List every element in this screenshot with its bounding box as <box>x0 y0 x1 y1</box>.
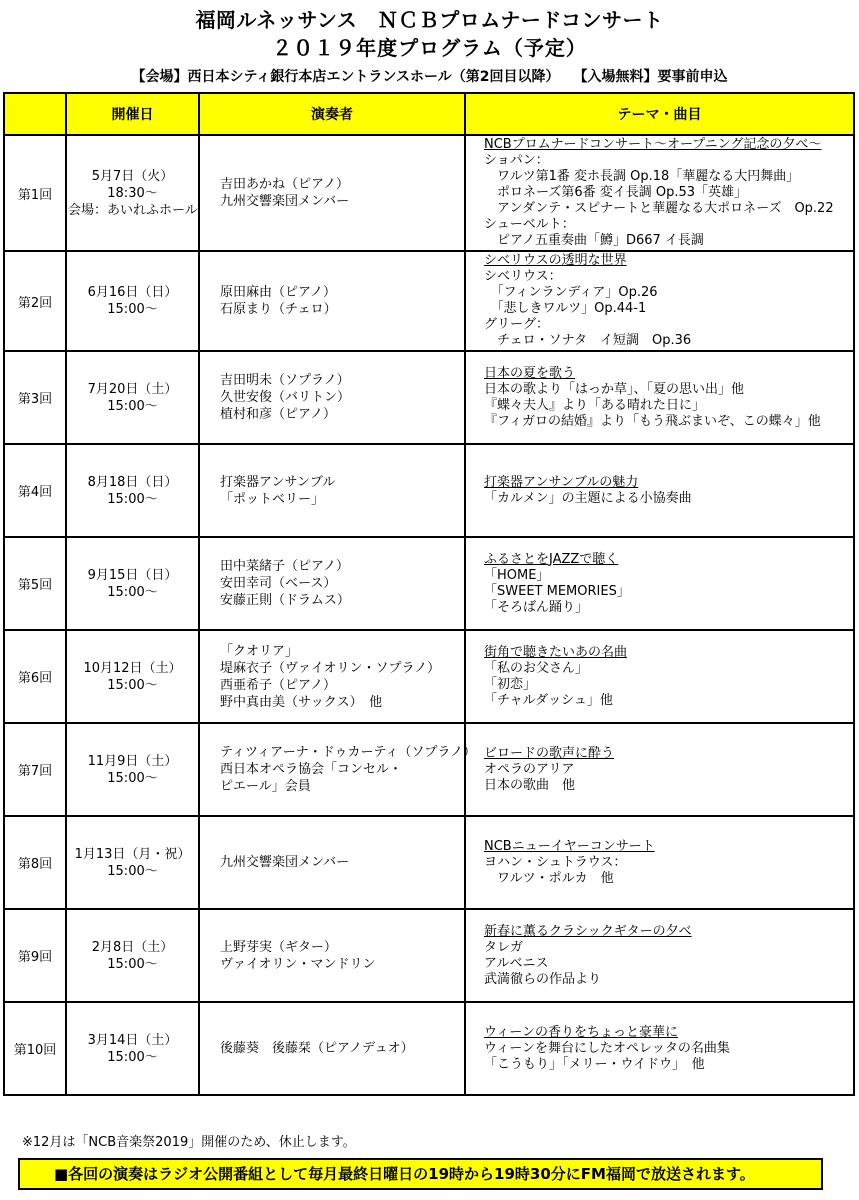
concert-number: 第9回 <box>4 909 66 1002</box>
theme-program <box>465 1002 854 1095</box>
date-line: 7月20日（土） <box>87 381 178 397</box>
date-line: 18:30～ <box>107 185 158 201</box>
theme-title: ビロードの歌声に酔う <box>484 745 615 761</box>
concert-number: 第1回 <box>4 135 66 251</box>
concert-date <box>66 351 199 444</box>
program-line: 「そろばん踊り」 <box>484 599 589 615</box>
header-cell-no <box>4 93 66 135</box>
date-line: 1月13日（月・祝） <box>74 846 191 862</box>
table-row <box>4 351 854 444</box>
table-row <box>4 1002 854 1095</box>
concert-date <box>66 537 199 630</box>
performer-line: 安藤正則（ドラムス） <box>220 593 350 608</box>
program-line: 「こうもり」「メリー・ウイドウ」 他 <box>484 1056 705 1072</box>
performer-line: 石原まり（チェロ） <box>220 302 337 317</box>
performers <box>199 909 465 1002</box>
theme-program <box>465 351 854 444</box>
program-line: 武満徹らの作品より <box>484 971 602 987</box>
theme-title: NCBニューイヤーコンサート <box>484 838 655 854</box>
concert-date <box>66 816 199 909</box>
performer-line: 後藤葵 後藤栞（ピアノデュオ） <box>220 1041 414 1056</box>
performers <box>199 630 465 723</box>
table-row <box>4 630 854 723</box>
performer-line: 吉田あかね（ピアノ） <box>220 177 349 192</box>
table-row <box>4 909 854 1002</box>
performers <box>199 1002 465 1095</box>
concert-number: 第7回 <box>4 723 66 816</box>
program-line: ワルツ第1番 変ホ長調 Op.18「華麗なる大円舞曲」 <box>484 169 800 184</box>
date-line: 15:00～ <box>107 1049 158 1065</box>
performer-line: 堤麻衣子（ヴァイオリン・ソプラノ） <box>220 660 441 676</box>
concert-number: 第10回 <box>4 1002 66 1095</box>
program-line: ウィーンを舞台にしたオペレッタの名曲集 <box>484 1040 730 1056</box>
theme-program <box>465 909 854 1002</box>
theme-title: 街角で聴きたいあの名曲 <box>484 644 628 660</box>
performers <box>199 537 465 630</box>
page-title: 福岡ルネッサンス ＮＣＢプロムナードコンサート <box>195 8 664 32</box>
program-line: 「私のお父さん」 <box>484 660 589 676</box>
concert-number: 第3回 <box>4 351 66 444</box>
concert-number: 第6回 <box>4 630 66 723</box>
header-cell-date: 開催日 <box>66 93 199 135</box>
program-line: 「初恋」 <box>484 676 537 692</box>
performer-line: 打楽器アンサンブル <box>220 474 336 490</box>
date-line: 15:00～ <box>107 863 158 879</box>
program-line: 「HOME」 <box>484 567 550 583</box>
program-line: グリーグ： <box>484 317 550 332</box>
program-line: 「フィンランディア」Op.26 <box>484 285 658 300</box>
broadcast-banner: ■各回の演奏はラジオ公開番組として毎月最終日曜日の19時から19時30分にFM福岡で放送されます。 <box>18 1158 823 1190</box>
date-line: 15:00～ <box>107 584 158 600</box>
program-table <box>3 92 855 1096</box>
concert-date <box>66 135 199 251</box>
program-line: 「SWEET MEMORIES」 <box>484 583 630 599</box>
footnote: ※12月は「NCB音楽祭2019」開催のため、休止します。 <box>22 1135 356 1150</box>
performer-line: 西亜希子（ピアノ） <box>220 677 336 693</box>
performer-line: ピエール」会員 <box>220 779 311 794</box>
date-line: 15:00～ <box>107 956 158 972</box>
performers <box>199 816 465 909</box>
venue-info: 【会場】西日本シティ銀行本店エントランスホール（第2回目以降） 【入場無料】要事前申込 <box>131 69 728 85</box>
concert-date <box>66 251 199 351</box>
program-line: 「悲しきワルツ」Op.44-1 <box>484 301 647 316</box>
date-line: 15:00～ <box>107 398 158 414</box>
date-line: 6月16日（日） <box>87 285 178 300</box>
program-line: チェロ・ソナタ イ短調 Op.36 <box>484 333 692 348</box>
theme-program <box>465 723 854 816</box>
concert-number: 第5回 <box>4 537 66 630</box>
date-line: 10月12日（土） <box>83 660 182 676</box>
date-line: 9月15日（日） <box>87 567 178 583</box>
date-line: 15:00～ <box>107 302 158 317</box>
date-line: 15:00～ <box>107 677 158 693</box>
theme-program <box>465 135 854 251</box>
table-row <box>4 537 854 630</box>
theme-title: NCBプロムナードコンサート～オープニング記念の夕べ～ <box>484 137 822 152</box>
program-line: 『蝶々夫人』より「ある晴れた日に」 <box>484 397 706 413</box>
performer-line: 「クオリア」 <box>220 643 299 659</box>
program-line: 日本の歌曲 他 <box>484 777 576 793</box>
performer-line: 植村和彦（ピアノ） <box>220 407 336 422</box>
performers <box>199 251 465 351</box>
date-line: 15:00～ <box>107 770 158 786</box>
program-line: 『フィガロの結婚』より「もう飛ぶまいぞ、この蝶々」他 <box>484 413 821 429</box>
concert-number: 第2回 <box>4 251 66 351</box>
table-row <box>4 816 854 909</box>
concert-date <box>66 1002 199 1095</box>
performer-line: 久世安俊（バリトン） <box>220 390 351 405</box>
program-line: シューベルト： <box>484 217 575 232</box>
date-line: 15:00～ <box>107 491 158 507</box>
date-line: 2月8日（土） <box>91 939 174 955</box>
performer-line: 原田麻由（ピアノ） <box>220 285 336 300</box>
table-row <box>4 444 854 537</box>
theme-title: 打楽器アンサンブルの魅力 <box>484 474 639 490</box>
performers <box>199 135 465 251</box>
program-line: 「カルメン」の主題による小協奏曲 <box>484 490 692 506</box>
performers <box>199 723 477 816</box>
performer-line: 九州交響楽団メンバー <box>220 855 350 870</box>
header-cell-performers: 演奏者 <box>199 93 465 135</box>
performer-line: 西日本オペラ協会「コンセル・ <box>220 762 403 777</box>
concert-date <box>66 909 199 1002</box>
program-line: ワルツ・ポルカ 他 <box>484 870 614 886</box>
theme-title: 新春に薫るクラシックギターの夕べ <box>484 923 692 939</box>
concert-number: 第4回 <box>4 444 66 537</box>
program-line: 「チャルダッシュ」他 <box>484 692 613 708</box>
concert-number: 第8回 <box>4 816 66 909</box>
program-line: シベリウス： <box>484 269 562 284</box>
performer-line: 田中菜緒子（ピアノ） <box>220 559 349 574</box>
program-line: タレガ <box>484 939 524 955</box>
performers <box>199 444 465 537</box>
theme-program <box>465 537 854 630</box>
table-header-row <box>4 93 854 135</box>
performer-line: 「ポットベリー」 <box>220 491 325 507</box>
table-row <box>4 723 854 816</box>
date-line: 11月9日（土） <box>87 753 178 769</box>
performer-line: ヴァイオリン・マンドリン <box>220 956 376 972</box>
table-row <box>4 135 854 251</box>
performer-line: 九州交響楽団メンバー <box>220 194 350 209</box>
concert-date <box>66 444 199 537</box>
date-line: 3月14日（土） <box>87 1032 178 1048</box>
performer-line: 安田幸司（ベース） <box>220 576 337 591</box>
theme-title: シベリウスの透明な世界 <box>484 253 627 268</box>
program-line: ピアノ五重奏曲「鱒」D667 イ長調 <box>484 233 704 248</box>
program-line: 日本の歌より「はっか草」、「夏の思い出」他 <box>484 381 745 397</box>
program-line: ショパン： <box>484 153 549 168</box>
performer-line: 吉田明未（ソプラノ） <box>220 373 350 388</box>
performer-line: 上野芽実（ギター） <box>220 939 337 955</box>
theme-title: ふるさとをJAZZで聴く <box>484 551 619 567</box>
date-line: 会場：あいれふホール <box>68 202 198 218</box>
performer-line: 野中真由美（サックス） 他 <box>220 694 383 710</box>
concert-date <box>66 723 199 816</box>
performers <box>199 351 465 444</box>
program-line: ポロネーズ第6番 変イ長調 Op.53「英雄」 <box>484 185 748 200</box>
program-line: オペラのアリア <box>484 761 575 777</box>
theme-program <box>465 630 854 723</box>
header-cell-theme: テーマ・曲目 <box>465 93 854 135</box>
program-line: ヨハン・シュトラウス： <box>484 854 627 870</box>
program-line: アルベニス <box>484 955 549 971</box>
theme-title: 日本の夏を歌う <box>484 365 576 381</box>
theme-title: ウィーンの香りをちょっと豪華に <box>484 1024 678 1040</box>
table-row <box>4 251 854 351</box>
theme-program <box>465 816 854 909</box>
date-line: 5月7日（火） <box>91 168 174 184</box>
program-line: アンダンテ・スピナートと華麗なる大ポロネーズ Op.22 <box>484 201 834 216</box>
concert-date <box>66 630 199 723</box>
performer-line: ティツィアーナ・ドゥカーティ（ソプラノ） <box>220 745 477 760</box>
theme-program <box>465 251 854 351</box>
date-line: 8月18日（日） <box>87 474 178 490</box>
theme-program <box>465 444 854 537</box>
page-subtitle: ２０１９年度プログラム（予定） <box>272 36 587 60</box>
